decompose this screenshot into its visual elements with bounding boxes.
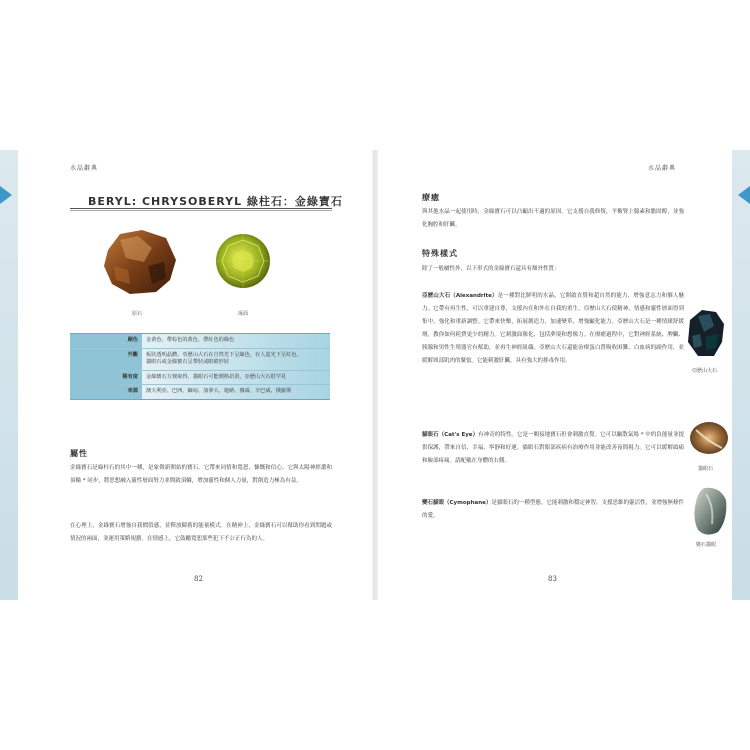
table-value: 金黃色、帶棕色的黃色、帶紅色的綠色 bbox=[142, 334, 330, 349]
table-row bbox=[70, 385, 330, 400]
running-head-right: 水晶辭典 bbox=[648, 165, 677, 172]
table-row bbox=[70, 348, 330, 370]
cymophane-caption: 變石貓眼 bbox=[696, 542, 717, 548]
properties-paragraph: 金綠寶石是綠柱石的其中一種，是象徵新開始的寶石。它帶來同情和寬恕，慷慨和信心。它與太陽神經叢和頂輪 * 同步，將思想融入靈性層面努力並開啟頂輪，增加靈性和個人力量，對創造力極為有益。 bbox=[70, 465, 332, 484]
cats-eye-caption: 貓眼石 bbox=[698, 466, 714, 472]
table-key: 外觀 bbox=[70, 348, 142, 370]
book-gutter bbox=[372, 150, 378, 600]
section-heading-special-forms: 特殊樣式 bbox=[422, 249, 458, 258]
raw-stone-caption: 原石 bbox=[132, 311, 143, 317]
cats-eye-name: 貓眼石（Cat's Eye） bbox=[422, 432, 479, 438]
title-divider-thin bbox=[70, 210, 332, 211]
table-key: 顏色 bbox=[70, 334, 142, 349]
alexandrite-paragraph bbox=[422, 290, 684, 368]
section-heading-healing: 療癒 bbox=[422, 193, 440, 202]
alexandrite-caption: 亞歷山大石 bbox=[692, 368, 718, 374]
healing-paragraph: 與其他水晶一起使用時，金綠寶石可以凸顯出不適的原因。它支援自我修復，平衡腎上腺素和膽固醇，並強化胸腔和肝臟。 bbox=[422, 209, 684, 228]
cymophane-text: 是貓眼石的一種型態。它能刺激和穩定神智，支援思維的靈活性，並增強無條件的愛。 bbox=[422, 500, 684, 519]
table-key: 稀有度 bbox=[70, 370, 142, 385]
special-forms-intro: 除了一般屬性外，以下形式的金綠寶石還具有額外性質： bbox=[422, 266, 560, 272]
table-value: 板狀透明晶體。亞歷山大石在自然光下呈綠色，在人造光下呈紅色。 貓眼石或金綠寶石呈帶狀或眼睛形狀 bbox=[142, 348, 330, 370]
page-number-right: 83 bbox=[548, 575, 557, 583]
cats-eye-text: 有神奇的特性。它是一顆接地寶石但會刺激直覺。它可以驅散氣場 * 中的負能量並提供保護，帶來自信、幸福、寧靜和好運。貓眼石對眼部疾病有治療作用並能改善夜間視力。它可以緩解頭痛和臉部疼痛。請配戴在身體的右側。 bbox=[422, 432, 685, 464]
alexandrite-image bbox=[684, 306, 728, 360]
cymophane-name: 變石貓眼（Cymophane） bbox=[422, 500, 492, 506]
cats-eye-image bbox=[688, 420, 730, 456]
psychology-paragraph: 在心理上，金綠寶石增強自我價值感，並釋放陳舊的能量模式。在精神上，金綠寶石可以幫助你看到問題或情況的兩面，並運用策略規劃。在情感上，它鼓勵寬恕那些犯下不公正行為的人。 bbox=[70, 523, 332, 542]
running-head-left: 水晶辭典 bbox=[70, 165, 99, 172]
raw-chrysoberyl-image bbox=[100, 226, 180, 298]
alexandrite-text: 是一種對比鮮明的水晶，它開啟直覺和超自然的能力，增強意志力和個人魅力。它帶有再生性，可以重建自尊，支援內在和外在自我的重生。亞歷山大石使精神、情感和靈性層面得到集中、強化和重新調整。它帶來快樂，拓展創造力，加速變革，增強顯化能力。亞歷山大石是一種情緒舒緩劑，教你如何耗費更少的精力。它刺激面像化，包括夢境和想像力。在療癒過程中，它對神經系統、脾臟、胰腺和男性生殖器官有幫助，並再生神經組織。亞歷山大石還能治療蛋白質吸收困難、白血病的副作用，並緩解頸部肌肉的緊張。它能刺激肝臟，具有強大的排毒作用。 bbox=[422, 293, 684, 364]
table-row bbox=[70, 334, 330, 349]
thumb-tab-right bbox=[738, 186, 750, 204]
title-divider bbox=[70, 208, 332, 209]
table-value: 澳大利亞、巴西、緬甸、加拿大、迦納、挪威、辛巴威、俄羅斯 bbox=[142, 385, 330, 400]
right-page-edge bbox=[732, 150, 750, 600]
faceted-chrysoberyl-image bbox=[214, 232, 272, 290]
table-row bbox=[70, 370, 330, 385]
page-title: BERYL: CHRYSOBERYL 綠柱石：金綠寶石 bbox=[88, 195, 343, 208]
cats-eye-paragraph bbox=[422, 429, 684, 468]
thumb-tab-left bbox=[0, 186, 12, 204]
cymophane-image bbox=[690, 484, 730, 538]
left-page-edge bbox=[0, 150, 18, 600]
section-heading-properties: 屬性 bbox=[70, 449, 88, 458]
faceted-stone-caption: 琢面 bbox=[238, 311, 249, 317]
cymophane-paragraph bbox=[422, 497, 684, 523]
table-key: 來源 bbox=[70, 385, 142, 400]
properties-table bbox=[70, 333, 330, 400]
page-number-left: 82 bbox=[194, 575, 203, 583]
table-value: 金綠寶石方便取得，貓眼石可能價格昂貴，亞歷山大石很罕見 bbox=[142, 370, 330, 385]
alexandrite-name: 亞歷山大石（Alexandrite） bbox=[422, 293, 498, 299]
